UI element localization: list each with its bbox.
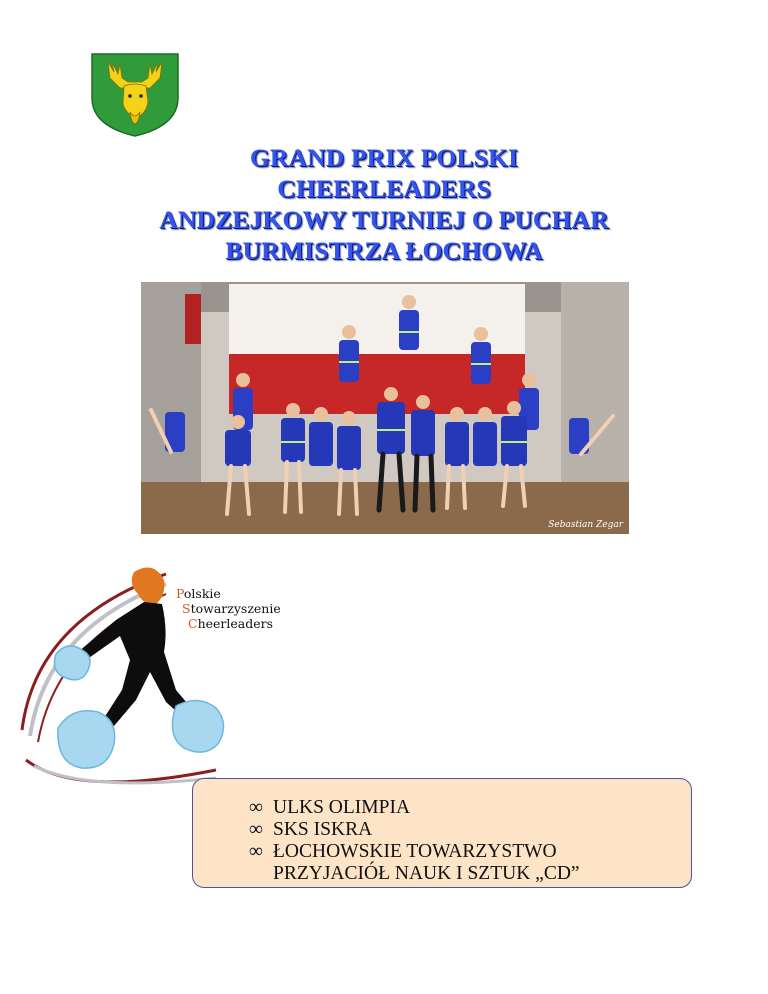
photo-credit: Sebastian Zegar xyxy=(548,520,623,530)
title-line-4: BURMISTRZA ŁOCHOWA xyxy=(225,236,543,265)
organizer-item-continued: PRZYJACIÓŁ NAUK I SZTUK „CD” xyxy=(273,863,580,884)
title-line-1: GRAND PRIX POLSKI xyxy=(249,143,519,172)
organizer-item: ∞ ŁOCHOWSKIE TOWARZYSTWO xyxy=(249,841,557,862)
coat-of-arms-logo xyxy=(88,52,182,138)
infinity-bullet-icon: ∞ xyxy=(249,797,263,818)
infinity-bullet-icon: ∞ xyxy=(249,841,263,862)
association-line-stowarzyszenie: Stowarzyszenie xyxy=(182,601,281,616)
organizer-item: ∞ SKS ISKRA xyxy=(249,819,373,840)
title-line-2: CHEERLEADERS xyxy=(277,174,491,203)
organizer-item: ∞ ULKS OLIMPIA xyxy=(249,797,411,818)
infinity-bullet-icon: ∞ xyxy=(249,819,263,840)
association-name xyxy=(176,586,281,631)
event-title xyxy=(0,142,768,266)
organizers-box xyxy=(192,778,692,888)
association-line-cheerleaders: Cheerleaders xyxy=(188,616,274,631)
organizers-list xyxy=(249,797,580,885)
association-line-polskie: Polskie xyxy=(176,586,221,601)
cheerleaders-photo xyxy=(141,282,629,534)
title-line-3: ANDZEJKOWY TURNIEJ O PUCHAR xyxy=(159,205,609,234)
